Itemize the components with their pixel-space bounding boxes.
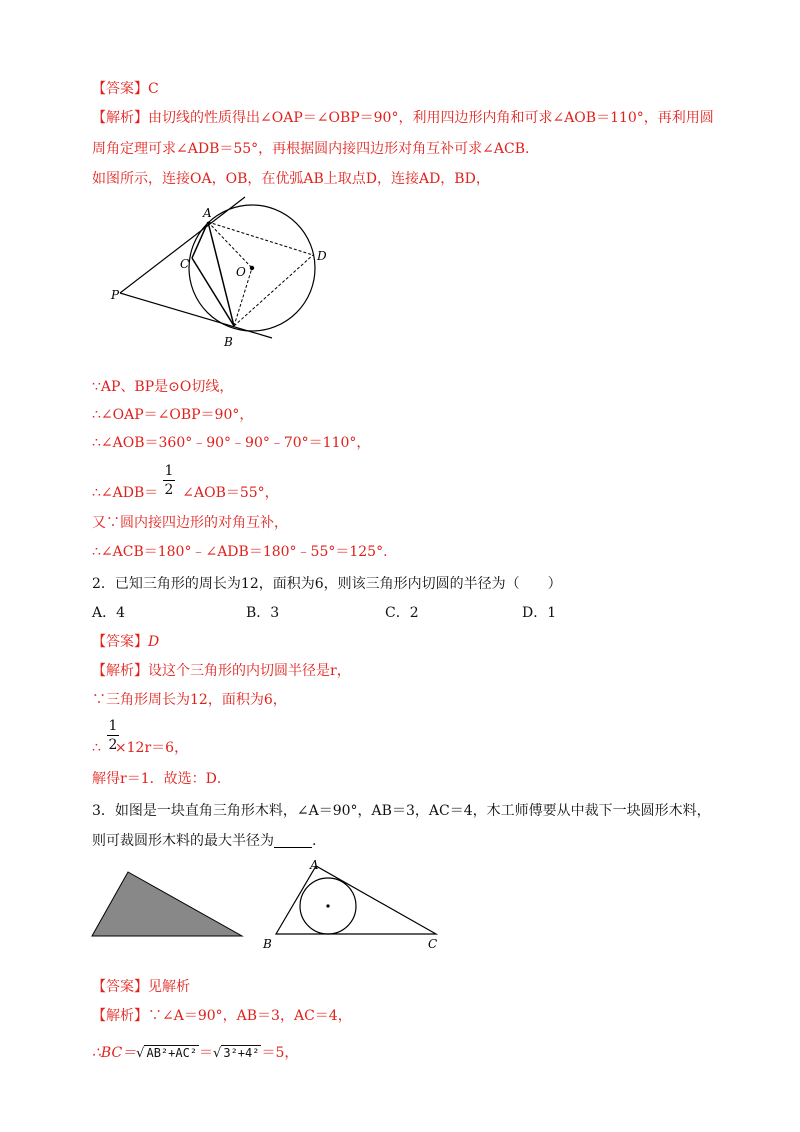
q2-frac-bar: [107, 735, 119, 736]
label-d: D: [317, 249, 327, 263]
q2-option-d: D．1: [522, 605, 557, 621]
bc-prefix: ∴BC＝: [92, 1045, 137, 1061]
question-end: .: [312, 833, 317, 849]
answer-tag: 【答案】: [92, 634, 148, 650]
tangent-pb: [120, 293, 272, 338]
q2-option-a: A．4: [92, 605, 126, 621]
triangle-abc: [276, 866, 436, 934]
analysis-text: 由切线的性质得出∠OAP＝∠OBP＝90°，利用四边形内角和可求∠AOB＝110°，再利用圆: [148, 110, 714, 126]
q3-question-line2: [92, 831, 316, 851]
answer-blank: [274, 833, 312, 848]
analysis-tag: 【解析】: [92, 1008, 148, 1024]
q3-analysis-line2: ∴BC＝√ AB²+AC² ＝√ 3²+4² ＝5，: [92, 1045, 299, 1061]
q2-analysis-line4: 解得r＝1．故选：D．: [92, 771, 231, 787]
analysis-text: ∵∠A＝90°，AB＝3，AC＝4，: [148, 1008, 352, 1024]
equation: ×12r＝6，: [114, 740, 189, 756]
q2-frac-den: 2: [108, 737, 118, 753]
q2-option-b: B．3: [246, 605, 280, 621]
label-b-q3: B: [263, 937, 272, 951]
result: ＝5，: [261, 1045, 299, 1061]
q1-analysis-line1: [92, 108, 714, 128]
question-text: 则可裁圆形木料的最大半径为: [92, 833, 274, 849]
answer-tag: 【答案】: [92, 979, 148, 995]
q2-frac-num: 1: [108, 718, 118, 734]
chord-ac: [192, 222, 208, 258]
answer-tag: 【答案】: [92, 81, 148, 97]
q1-analysis-line2: 周角定理可求∠ADB＝55°，再根据圆内接四边形对角互补可求∠ACB.: [92, 141, 530, 157]
chord-ab: [208, 222, 234, 326]
label-a-q3: A: [310, 858, 319, 872]
incircle-center: [326, 904, 329, 907]
answer-value: D: [148, 634, 160, 650]
q2-answer-line: [92, 632, 159, 652]
q3-analysis-line1: [92, 1006, 352, 1026]
step4-frac-den: 2: [164, 482, 174, 498]
q1-step3: ∴∠AOB＝360°﹣90°﹣90°﹣70°＝110°，: [92, 435, 371, 451]
q1-step2: ∴∠OAP＝∠OBP＝90°，: [92, 407, 254, 423]
label-o: O: [236, 265, 246, 279]
inscribed-circle-figure: [270, 860, 450, 940]
label-c-q3: C: [428, 937, 438, 951]
q2-analysis-line3: [92, 738, 188, 758]
therefore: ∴: [92, 740, 101, 756]
q1-answer-line: [92, 79, 159, 99]
sqrt-3-4: 3²+4²: [223, 1046, 260, 1060]
q3-answer-line: [92, 977, 190, 997]
q1-step4: [92, 483, 279, 503]
q2-option-c: C．2: [385, 605, 419, 621]
step4-frac-num: 1: [164, 463, 174, 479]
step4-frac-bar: [163, 480, 175, 481]
shaded-triangle: [92, 872, 242, 936]
analysis-tag: 【解析】: [92, 110, 148, 126]
q2-analysis-line2: ∵三角形周长为12，面积为6，: [92, 692, 287, 708]
q2-question: 2．已知三角形的周长为12，面积为6，则该三角形内切圆的半径为（ ）: [92, 576, 562, 592]
q1-analysis-line3: 如图所示，连接OA，OB，在优弧AB上取点D，连接AD，BD，: [92, 171, 490, 187]
q1-step6: ∴∠ACB＝180°﹣∠ADB＝180°﹣55°＝125°.: [92, 544, 388, 560]
q1-step1: ∵AP、BP是⊙O切线，: [92, 379, 234, 395]
circle-tangent-figure: [100, 195, 340, 355]
sqrt-ab-ac: AB²+AC²: [146, 1046, 198, 1060]
center-dot: [250, 266, 254, 270]
wood-triangle-figure: [90, 868, 250, 940]
equals: ＝: [199, 1045, 214, 1061]
label-a: A: [203, 206, 212, 220]
analysis-tag: 【解析】: [92, 663, 148, 679]
step4-suffix: ∠AOB＝55°，: [182, 485, 279, 501]
label-p: P: [111, 288, 120, 302]
q3-question-line1: 3．如图是一块直角三角形木料，∠A＝90°，AB＝3，AC＝4，木工师傅要从中裁下一块圆形木料，: [92, 803, 711, 819]
tangent-pa: [120, 197, 245, 293]
label-b: B: [224, 335, 233, 349]
analysis-text: 设这个三角形的内切圆半径是r，: [148, 663, 351, 679]
q2-analysis-line1: [92, 661, 351, 681]
label-c: C: [180, 257, 190, 271]
q1-step5: 又∵圆内接四边形的对角互补，: [92, 515, 288, 531]
answer-value: C: [148, 81, 159, 97]
answer-value: 见解析: [148, 979, 190, 995]
step4-prefix: ∴∠ADB＝: [92, 485, 159, 501]
